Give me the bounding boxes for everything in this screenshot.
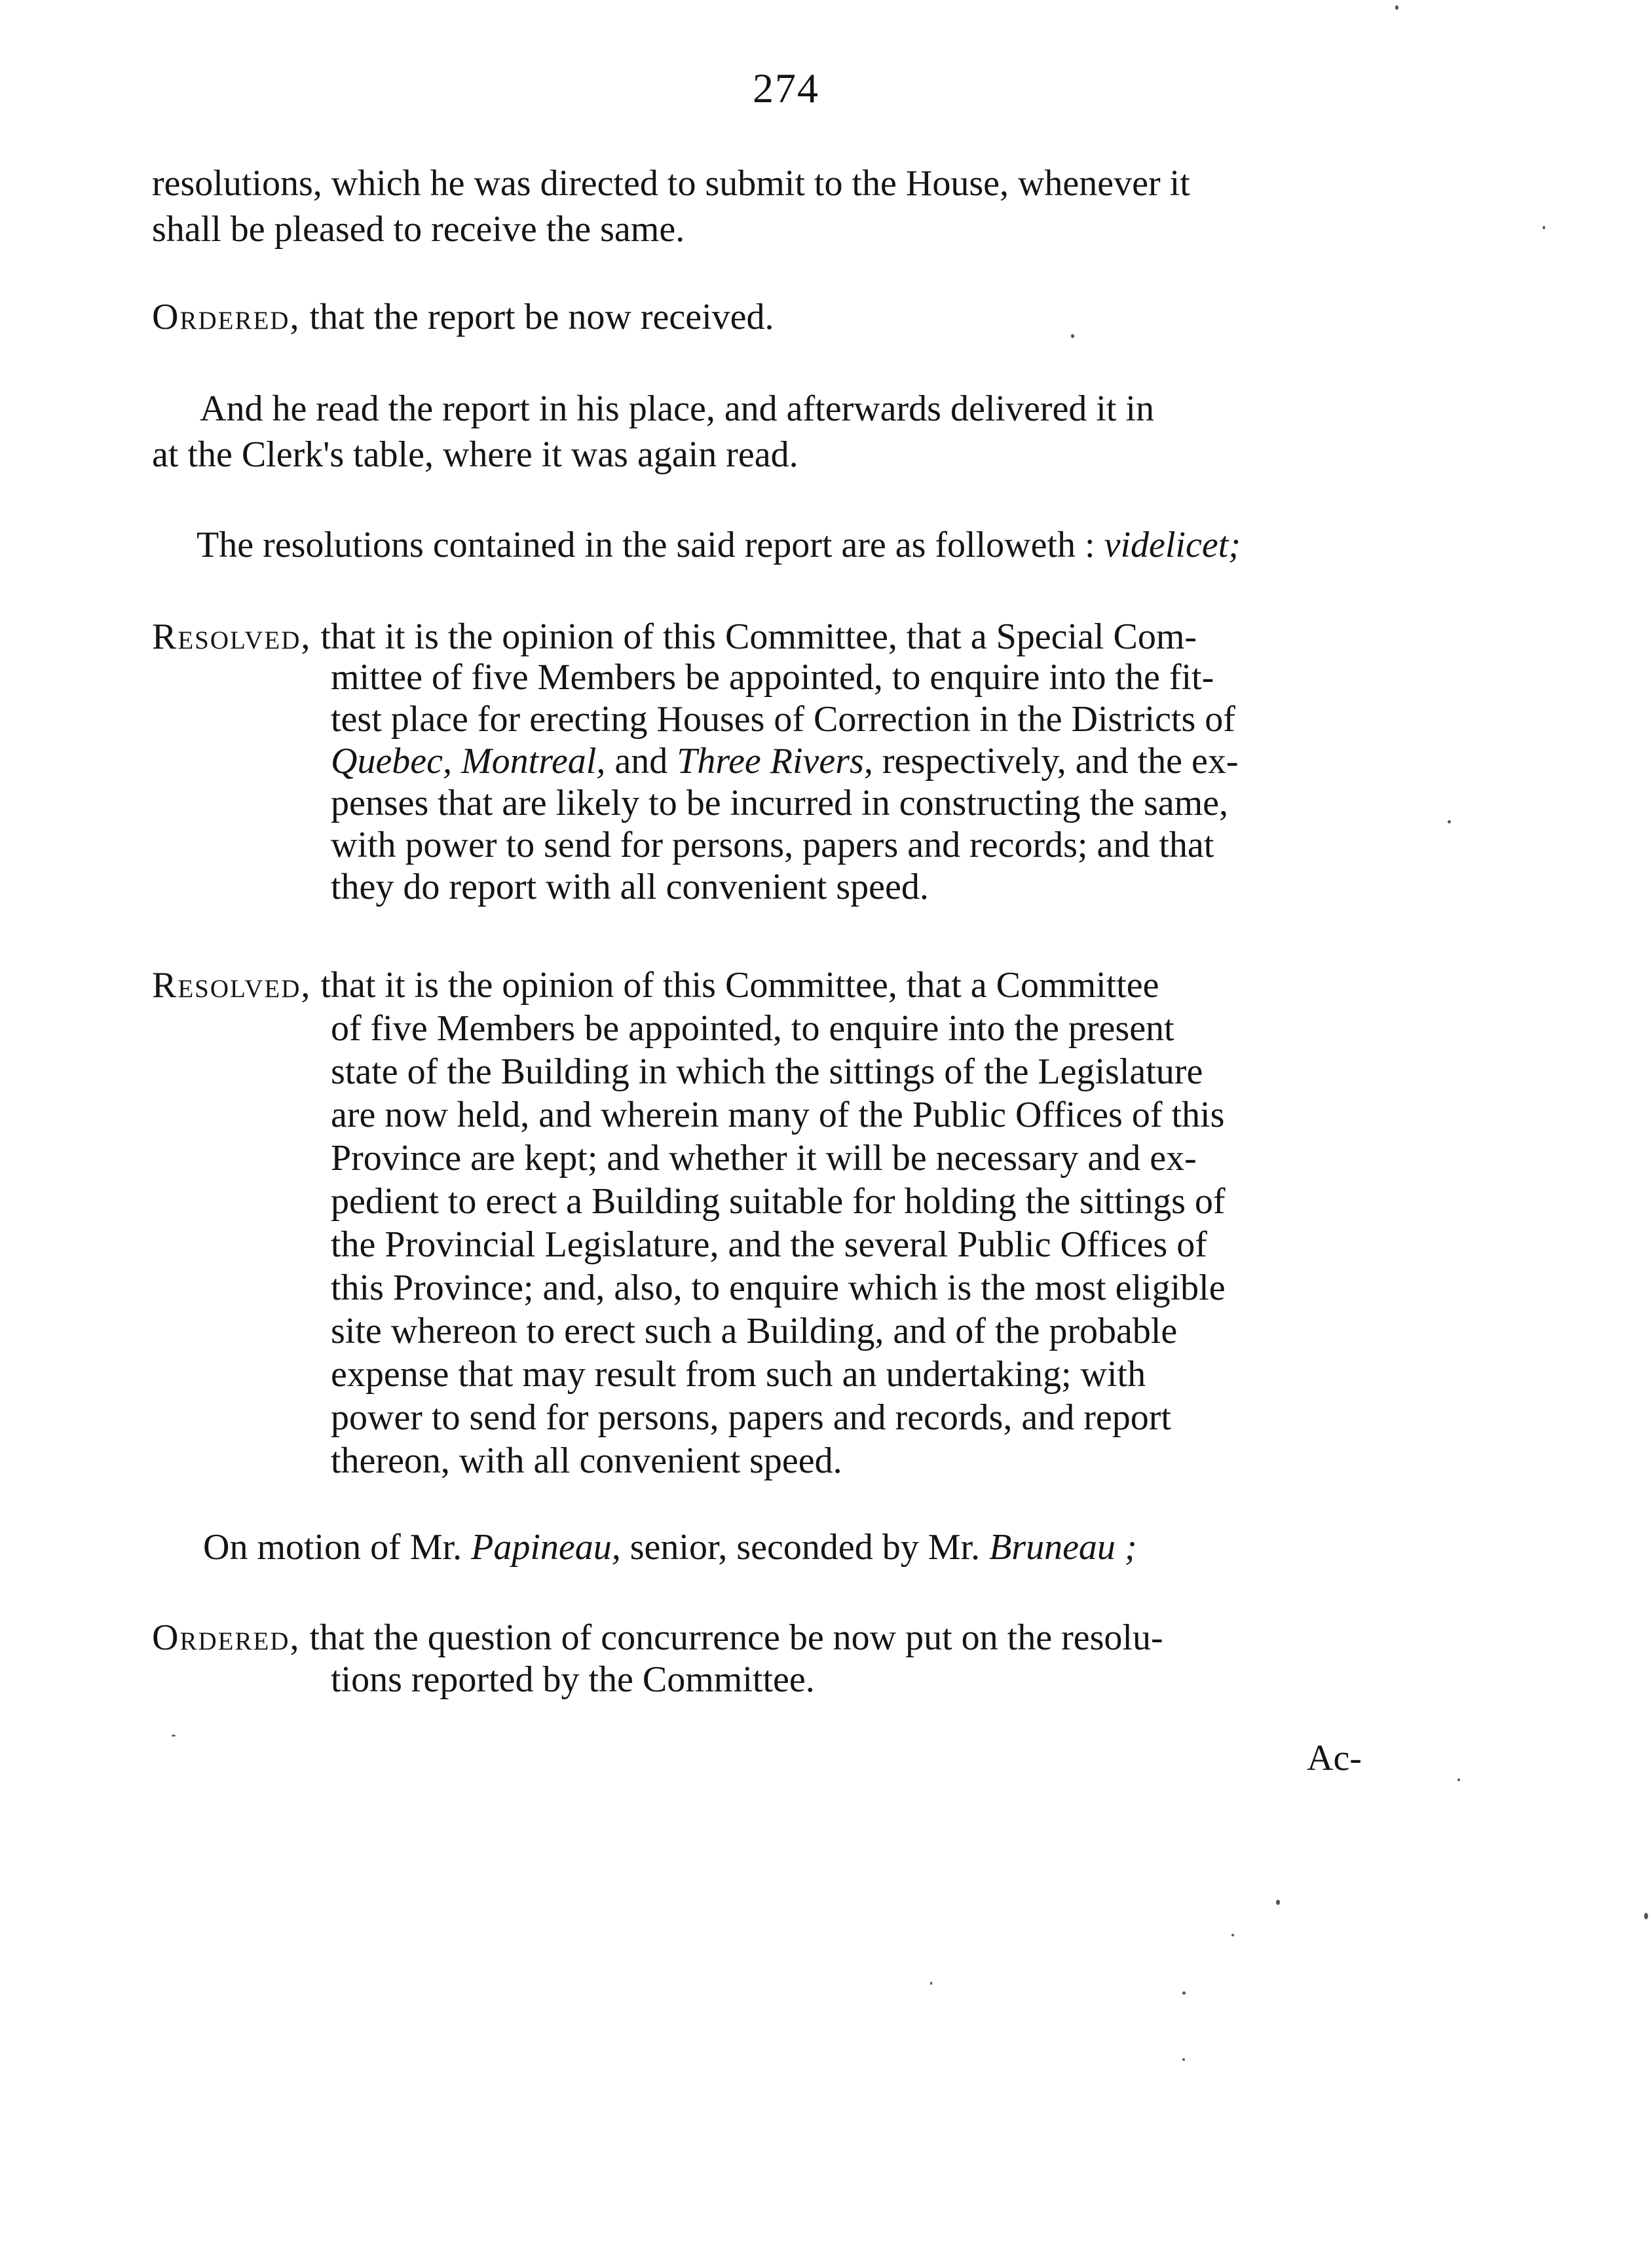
text-line bbox=[331, 1137, 1197, 1179]
line-text: And he read the report in his place, and afterwards delivered it in bbox=[200, 388, 1154, 429]
text-line bbox=[331, 1180, 1226, 1222]
line-text: state of the Building in which the sittings of the Legislature bbox=[331, 1051, 1203, 1092]
catchword: Ac- bbox=[1307, 1738, 1362, 1779]
line-text: the Provincial Legislature, and the several Public Offices of bbox=[331, 1224, 1207, 1265]
scan-speck bbox=[930, 1982, 932, 1985]
text-line bbox=[152, 616, 1197, 658]
line-text: that it is the opinion of this Committee, that a Special Com- bbox=[320, 616, 1197, 657]
scan-speck bbox=[1644, 1913, 1648, 1919]
text-line bbox=[331, 1051, 1203, 1093]
line-text: test place for erecting Houses of Correction in the Districts of bbox=[331, 699, 1235, 740]
line-text: Province are kept; and whether it will be necessary and ex- bbox=[331, 1138, 1197, 1178]
text-line bbox=[331, 1659, 815, 1701]
scan-speck bbox=[1457, 1779, 1460, 1781]
scan-speck bbox=[1543, 226, 1545, 229]
scan-speck bbox=[1182, 1991, 1186, 1995]
line-text: penses that are likely to be incurred in constructing the same, bbox=[331, 783, 1229, 823]
text-line bbox=[152, 296, 774, 338]
scan-speck bbox=[1448, 820, 1451, 823]
line-text: senior, seconded by Mr. bbox=[629, 1527, 981, 1568]
line-text: at the Clerk's table, where it was again read. bbox=[152, 434, 798, 475]
scan-speck bbox=[1071, 334, 1074, 338]
resolved-label: Resolved, bbox=[152, 616, 312, 657]
text-line bbox=[331, 698, 1235, 740]
line-text: of five Members be appointed, to enquire into the present bbox=[331, 1008, 1174, 1049]
scan-speck bbox=[1182, 2058, 1185, 2061]
text-line bbox=[331, 1353, 1146, 1395]
text-line bbox=[152, 208, 685, 250]
text-line bbox=[152, 1617, 1163, 1659]
text-line bbox=[200, 388, 1410, 430]
text-line bbox=[152, 162, 1410, 204]
line-text: On motion of Mr. bbox=[203, 1527, 462, 1568]
text-line bbox=[331, 1224, 1207, 1266]
place-montreal: Montreal, bbox=[461, 741, 606, 782]
line-text: thereon, with all convenient speed. bbox=[331, 1441, 842, 1481]
conjunction: and bbox=[614, 741, 668, 782]
text-line bbox=[331, 1440, 842, 1482]
line-text: tions reported by the Committee. bbox=[331, 1659, 815, 1700]
text-line bbox=[152, 434, 798, 476]
scan-speck bbox=[172, 1735, 176, 1737]
name-papineau: Papineau, bbox=[471, 1527, 621, 1568]
line-text: The resolutions contained in the said report are as followeth : bbox=[197, 525, 1095, 565]
text-line bbox=[152, 964, 1159, 1006]
line-text: mittee of five Members be appointed, to enquire into the fit- bbox=[331, 657, 1214, 698]
line-text: power to send for persons, papers and records, and report bbox=[331, 1397, 1171, 1438]
line-text: site whereon to erect such a Building, and of the probable bbox=[331, 1311, 1178, 1351]
text-line bbox=[331, 1267, 1226, 1309]
scan-speck bbox=[1395, 5, 1399, 10]
ordered-label: Ordered, bbox=[152, 297, 301, 337]
ordered-label: Ordered, bbox=[152, 1617, 301, 1658]
text-line bbox=[331, 1310, 1177, 1352]
scan-speck bbox=[1231, 1934, 1234, 1936]
text-line bbox=[331, 1397, 1171, 1439]
text-line bbox=[331, 782, 1228, 824]
line-text: that the report be now received. bbox=[309, 297, 774, 337]
line-text: expense that may result from such an undertaking; with bbox=[331, 1354, 1146, 1395]
line-text: that the question of concurrence be now put on the resolu- bbox=[309, 1617, 1163, 1658]
text-line bbox=[331, 740, 1239, 782]
text-line bbox=[331, 824, 1214, 866]
text-line bbox=[197, 524, 1241, 566]
text-line bbox=[331, 866, 929, 908]
line-text: they do report with all convenient speed. bbox=[331, 867, 929, 907]
videlicet-text: videlicet; bbox=[1104, 525, 1241, 565]
text-line bbox=[331, 1008, 1174, 1049]
line-text: this Province; and, also, to enquire which is the most eligible bbox=[331, 1268, 1226, 1308]
line-text: respectively, and the ex- bbox=[882, 741, 1239, 782]
line-text: that it is the opinion of this Committee, that a Committee bbox=[320, 965, 1159, 1006]
line-text: resolutions, which he was directed to submit to the House, whenever it bbox=[152, 163, 1190, 204]
line-text: with power to send for persons, papers and records; and that bbox=[331, 825, 1214, 865]
line-text: pedient to erect a Building suitable for holding the sittings of bbox=[331, 1181, 1226, 1222]
place-three-rivers: Three Rivers, bbox=[677, 741, 873, 782]
scan-speck bbox=[1276, 1900, 1280, 1905]
text-line bbox=[203, 1526, 1137, 1568]
line-text: shall be pleased to receive the same. bbox=[152, 209, 685, 250]
text-line bbox=[331, 656, 1214, 698]
place-quebec: Quebec, bbox=[331, 741, 453, 782]
text-line bbox=[331, 1094, 1224, 1136]
name-bruneau: Bruneau ; bbox=[989, 1527, 1137, 1568]
line-text: are now held, and wherein many of the Public Offices of this bbox=[331, 1095, 1225, 1135]
page-number: 274 bbox=[753, 65, 819, 111]
resolved-label: Resolved, bbox=[152, 965, 312, 1006]
